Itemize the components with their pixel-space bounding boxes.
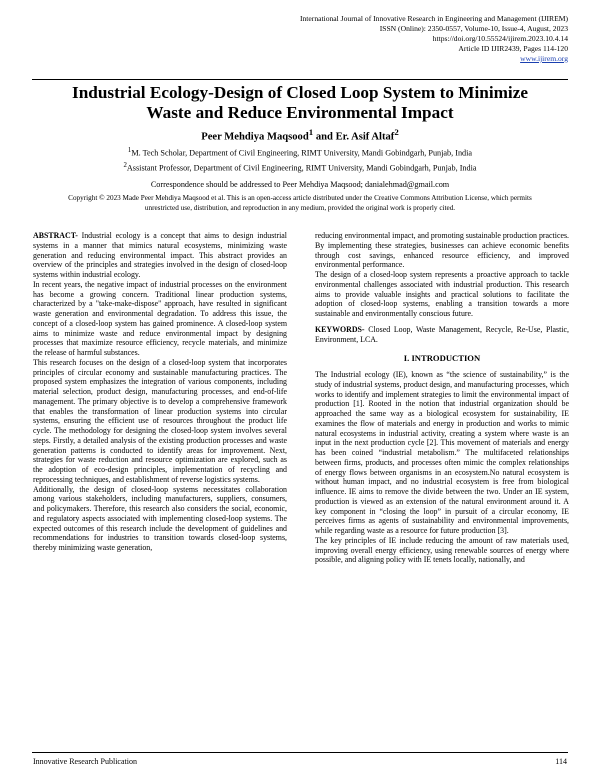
intro-paragraph-1: The Industrial ecology (IE), known as “the science of sustainability,” is the study of industrial systems, product design, and manufacturing processes, which works to identify and implement strategies to limit the environmental impact of production [1]. Rooted in the notion that industrial organization should be approached the same way as a biological ecosystem for sustainability, IE examines the flow of materials and energy in production and works to mimic natural ecosystems in industrial activity, creating a system where waste is an input in the next production cycle [2]. This movement of materials and energy has been coined “industrial metabolism.” The multifaceted relationships between firms, products, and processes often mimic the complex relationships of energy flows between organisms in an ecosystem.No natural ecosystem is without human impact, and no industrial ecosystem is free from biological influence. IE aims to remove the divide between the two. Under an IE system, production is viewed as an extension of the natural environment around it. A key component in “closing the loop” in pursuit of a circular economy, IE perceives firms as agents of sustainability and environmental improvements, while regarding waste as a resource for future production [3]. — [315, 370, 569, 535]
title-line-1: Industrial Ecology-Design of Closed Loop System to Minimize — [72, 83, 528, 102]
keywords-label: KEYWORDS- — [315, 324, 365, 334]
page-number: 114 — [555, 757, 567, 766]
keywords-text: Closed Loop, Waste Management, Recycle, Re-Use, Plastic, Environment, LCA. — [315, 324, 569, 344]
affiliations — [0, 145, 600, 174]
abstract-paragraph-5: reducing environmental impact, and promoting sustainable production practices. By implementing these strategies, businesses can achieve economic benefits through cost savings, enhanced resource efficiency, and improved environmental performance. — [315, 231, 569, 270]
author-line — [0, 127, 600, 143]
journal-url-link[interactable]: www.ijirem.org — [520, 54, 568, 63]
author-conjunction: and — [313, 131, 336, 143]
affiliation-2-sup: 2 — [123, 161, 127, 169]
journal-name: International Journal of Innovative Research in Engineering and Management (IJIREM) — [299, 14, 568, 23]
author-2: Er. Asif Altaf — [335, 131, 395, 143]
doi-line: https://doi.org/10.55524/ijirem.2023.10.4.14 — [432, 34, 568, 43]
title-line-2: Waste and Reduce Environmental Impact — [146, 103, 454, 122]
paper-title — [40, 83, 560, 123]
right-column — [315, 231, 569, 565]
affiliation-2 — [0, 160, 600, 175]
keywords — [315, 325, 569, 345]
abstract-paragraph-1 — [33, 231, 287, 280]
left-column — [33, 231, 287, 553]
footer-publisher: Innovative Research Publication — [33, 757, 137, 766]
issn-line: ISSN (Online): 2350-0557, Volume-10, Issue-4, August, 2023 — [379, 24, 568, 33]
section-heading-introduction: I. INTRODUCTION — [403, 353, 481, 364]
abstract-label: ABSTRACT- — [33, 231, 78, 240]
affiliation-1 — [0, 145, 600, 160]
affiliation-1-sup: 1 — [127, 147, 132, 154]
abstract-paragraph-2: In recent years, the negative impact of industrial processes on the environment has become a growing concern. Traditional linear production systems, characterized by a "take-make-dispose" approach, have resulted in significant waste generation and environmental degradation. To address this issue, the concept of a closed-loop system has gained prominence. A closed-loop system aims to minimize waste and reduce environmental impact by designing processes that maximize resource efficiency, recycle materials, and minimize the release of harmful substances. — [33, 279, 287, 357]
journal-header — [300, 14, 568, 64]
author-1-sup: 1 — [308, 127, 314, 137]
copyright-notice: Copyright © 2023 Made Peer Mehdiya Maqsood et al. This is an open-access article distributed under the Creative Commons Attribution License, which permits unrestricted use, distribution, and reproduction in any medium, provided the original work is properly cited. — [68, 194, 532, 212]
correspondence-line: Correspondence should be addressed to Peer Mehdiya Maqsood; danialehmad@gmail.com — [150, 180, 450, 189]
header-divider — [32, 79, 568, 80]
author-2-sup: 2 — [394, 127, 399, 137]
intro-paragraph-2: The key principles of IE include reducing the amount of raw materials used, improving overall energy efficiency, using renewable sources of energy where possible, and aligning policy with IE tenets locally, nationally, and — [315, 535, 569, 565]
footer-divider — [32, 752, 568, 753]
abstract-paragraph-6: The design of a closed-loop system represents a proactive approach to tackle environmental challenges associated with industrial production. This research aims to provide valuable insights and practical solutions to facilitate the adoption of closed-loop systems, enabling a transition towards a more sustainable and environmentally conscious future. — [315, 270, 569, 318]
abstract-paragraph-4: Additionally, the design of closed-loop systems necessitates collaboration among various stakeholders, including manufacturers, suppliers, consumers, and policymakers. Therefore, this research also considers the social, economic, and regulatory aspects associated with implementing closed-loop systems. The expected outcomes of this research include the development of guidelines and recommendations for industries to transition towards closed-loop systems, thereby minimizing waste generation, — [33, 484, 287, 552]
affiliation-1-text: M. Tech Scholar, Department of Civil Engineering, RIMT University, Mandi Gobindgarh, Punjab, India — [131, 148, 473, 158]
abstract-text-1: Industrial ecology is a concept that aims to design industrial systems in a manner that mimics natural ecosystems, minimizing waste generation and reducing environmental impact. This abstract provides an overview of the principles and strategies involved in the design of closed-loop systems within industrial ecology. — [33, 231, 287, 279]
article-id-line: Article ID IJIR2439, Pages 114-120 — [458, 44, 568, 53]
affiliation-2-text: Assistant Professor, Department of Civil Engineering, RIMT University, Mandi Gobindgarh, Punjab, India — [126, 163, 477, 173]
abstract-paragraph-3: This research focuses on the design of a closed-loop system that incorporates principles of circular economy and sustainable manufacturing practices. The proposed system emphasizes the integration of various components, including material selection, product design, manufacturing processes, and end-of-life management. The primary objective is to develop a comprehensive framework that enables the transformation of linear production systems into circular systems, ensuring the efficient use of resources throughout the product life cycle. The methodology for designing the closed-loop system involves several steps. Firstly, a detailed analysis of the existing production processes and waste generation patterns is conducted to identify areas for improvement. Next, strategies for waste reduction and resource optimization are explored, such as the adoption of eco-design principles, implementation of recycling and reprocessing techniques, and establishment of reverse logistics systems. — [33, 357, 287, 484]
author-1: Peer Mehdiya Maqsood — [201, 131, 309, 143]
